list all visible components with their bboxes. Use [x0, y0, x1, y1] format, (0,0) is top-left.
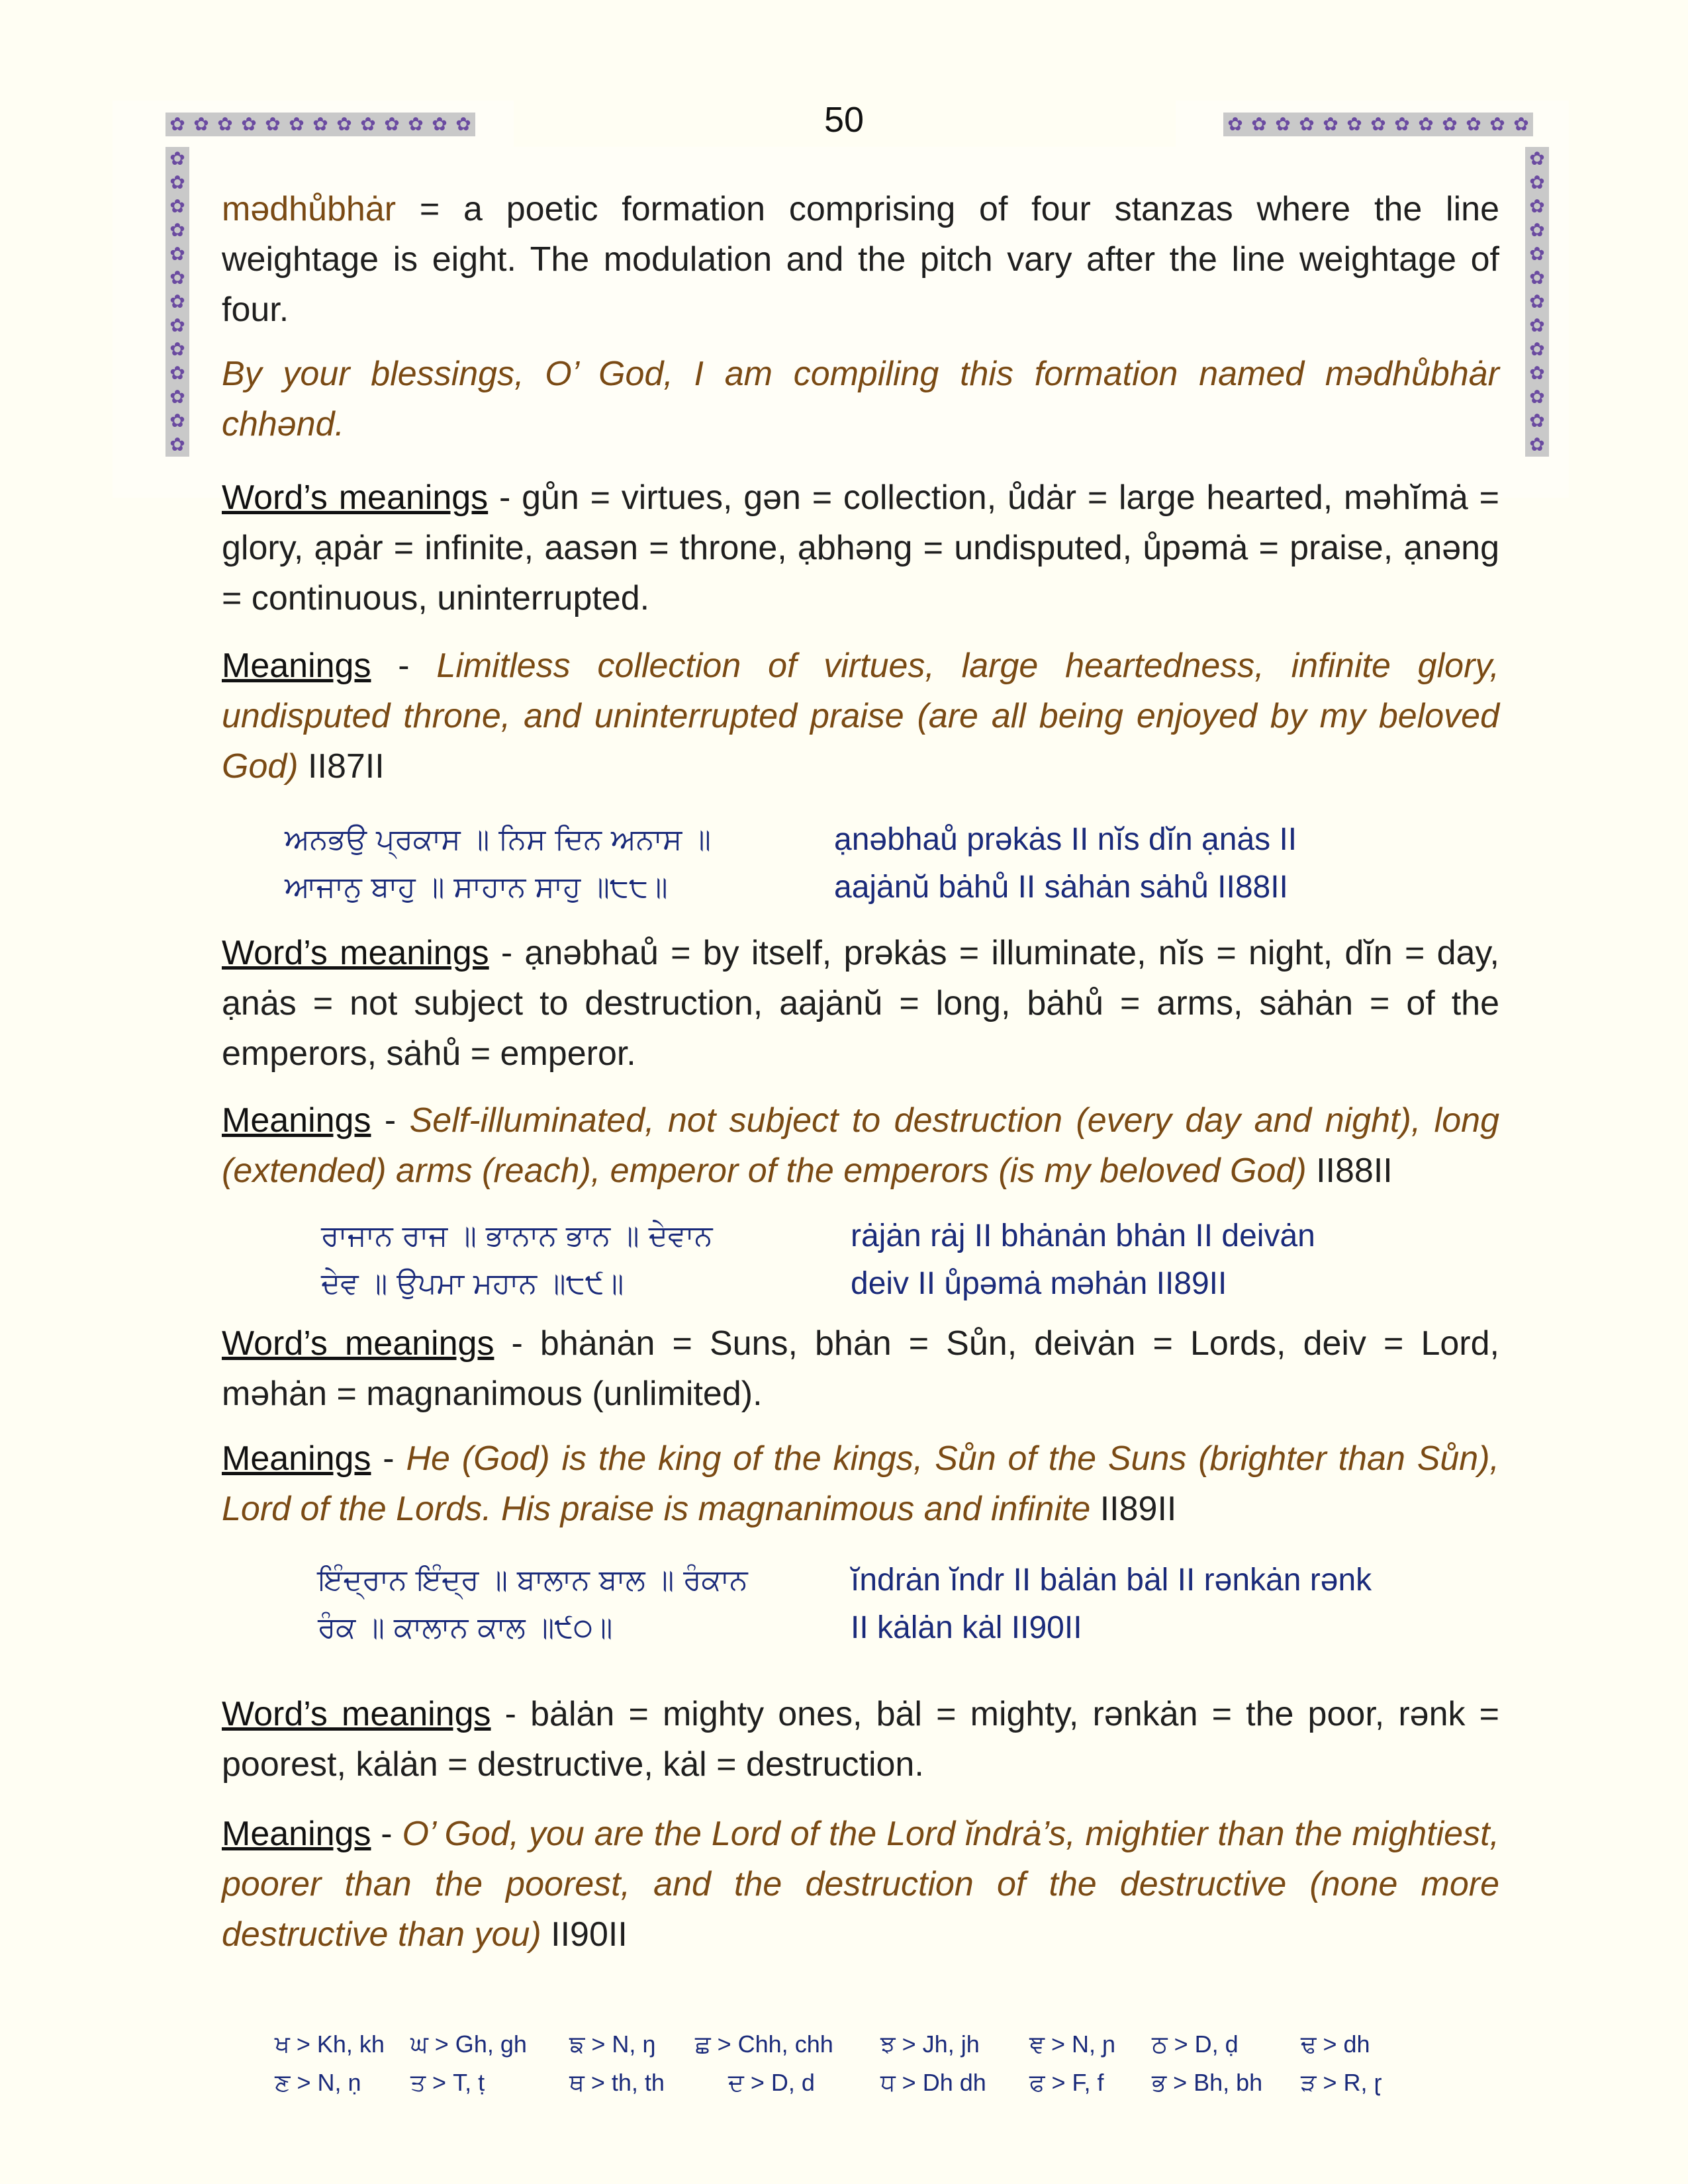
- flower-icon: ✿: [1525, 266, 1549, 290]
- flower-icon: ✿: [1271, 113, 1295, 136]
- transliteration-key: [275, 2025, 1453, 2102]
- flower-icon: ✿: [189, 113, 213, 136]
- verse-number: II90II: [541, 1915, 628, 1954]
- border-right: [1525, 147, 1549, 457]
- transliteration-line: rȧjȧn rȧj II bhȧnȧn bhȧn II deivȧn: [851, 1218, 1315, 1253]
- flower-icon: ✿: [1525, 338, 1549, 361]
- verse-number: II87II: [298, 747, 385, 786]
- meanings-text: O’ God, you are the Lord of the Lord ĭndrȧ’s, mightier than the mightiest, poorer than the poorest, and the destruction of the destructive (none more destructive than you): [222, 1815, 1499, 1954]
- flower-icon: ✿: [1525, 314, 1549, 338]
- flower-icon: ✿: [332, 113, 356, 136]
- flower-icon: ✿: [308, 113, 332, 136]
- border-left: [165, 147, 189, 457]
- paragraph-madhubhar: [222, 184, 1499, 335]
- key-entry: ਖ > Kh, kh: [275, 2030, 385, 2058]
- meanings-1: [222, 641, 1499, 792]
- flower-icon: ✿: [165, 171, 189, 195]
- flower-icon: ✿: [165, 385, 189, 409]
- meanings-sep: -: [371, 1815, 402, 1853]
- words-meanings-label: Word’s meanings: [222, 1695, 491, 1733]
- verse-90-transliteration: [851, 1557, 1372, 1652]
- flower-icon: ✿: [165, 433, 189, 457]
- key-row-1: [275, 2025, 1453, 2064]
- transliteration-line: ạnəbhaů prəkȧs II nĭs dĭn ạnȧs II: [834, 822, 1297, 857]
- flower-icon: ✿: [1414, 113, 1438, 136]
- words-meanings-2: [222, 928, 1499, 1079]
- key-entry: ਧ > Dh dh: [880, 2069, 986, 2096]
- flower-icon: ✿: [1525, 290, 1549, 314]
- flower-icon: ✿: [165, 218, 189, 242]
- words-meanings-1: [222, 473, 1499, 623]
- gurmukhi-line: ਰਾਜਾਨ ਰਾਜ ॥ ਭਾਨਾਨ ਭਾਨ ॥ ਦੇਵਾਨ: [321, 1219, 713, 1253]
- flower-icon: ✿: [165, 314, 189, 338]
- key-entry: ਙ > N, ŋ: [569, 2030, 656, 2058]
- key-entry: ਠ > D, ḍ: [1152, 2030, 1239, 2058]
- meanings-label: Meanings: [222, 647, 371, 685]
- key-entry: ਞ > N, ɲ: [1029, 2030, 1116, 2058]
- flower-icon: ✿: [165, 409, 189, 433]
- flower-icon: ✿: [1525, 433, 1549, 457]
- flower-icon: ✿: [165, 242, 189, 266]
- flower-icon: ✿: [1462, 113, 1485, 136]
- definition: = a poetic formation comprising of four stanzas where the line weightage is eight. The modulation and the pitch vary after the line weightage of four.: [222, 190, 1499, 329]
- key-entry: ਭ > Bh, bh: [1152, 2069, 1263, 2096]
- flower-icon: ✿: [285, 113, 308, 136]
- page-number: 50: [823, 100, 865, 140]
- meanings-sep: -: [371, 1101, 410, 1140]
- verse-89-transliteration: [851, 1212, 1315, 1308]
- verse-88-gurmukhi: [285, 816, 711, 911]
- verse-number: II89II: [1090, 1490, 1177, 1528]
- flower-icon: ✿: [1525, 171, 1549, 195]
- flower-icon: ✿: [1438, 113, 1462, 136]
- key-entry: ਣ > N, ṇ: [275, 2069, 361, 2096]
- meanings-text: He (God) is the king of the kings, Sůn of the Suns (brighter than Sůn), Lord of the Lords. His praise is magnanimous and infinite: [222, 1439, 1499, 1528]
- blessing-text: By your blessings, O’ God, I am compiling this formation named mədhůbhȧr chhənd.: [222, 355, 1499, 443]
- flower-icon: ✿: [1247, 113, 1271, 136]
- key-entry: ਛ > Chh, chh: [695, 2030, 833, 2058]
- flower-icon: ✿: [165, 361, 189, 385]
- flower-icon: ✿: [1525, 361, 1549, 385]
- flower-icon: ✿: [428, 113, 451, 136]
- flower-icon: ✿: [1525, 409, 1549, 433]
- meanings-4: [222, 1809, 1499, 1960]
- flower-icon: ✿: [165, 195, 189, 218]
- flower-icon: ✿: [1525, 195, 1549, 218]
- paragraph-blessing: [222, 349, 1499, 449]
- verse-number: II88II: [1306, 1152, 1393, 1190]
- flower-icon: ✿: [1525, 242, 1549, 266]
- flower-icon: ✿: [165, 266, 189, 290]
- meanings-label: Meanings: [222, 1101, 371, 1140]
- flower-icon: ✿: [165, 290, 189, 314]
- flower-icon: ✿: [380, 113, 404, 136]
- meanings-sep: -: [371, 647, 437, 685]
- flower-icon: ✿: [1525, 218, 1549, 242]
- meanings-label: Meanings: [222, 1439, 371, 1478]
- key-entry: ਘ > Gh, gh: [410, 2030, 527, 2058]
- meanings-label: Meanings: [222, 1815, 371, 1853]
- transliteration-line: ĭndrȧn ĭndr II bȧlȧn bȧl II rənkȧn rənk: [851, 1563, 1372, 1598]
- gurmukhi-line: ਰੰਕ ॥ ਕਾਲਾਨ ਕਾਲ ॥੯੦॥: [318, 1611, 613, 1645]
- flower-icon: ✿: [213, 113, 237, 136]
- words-meanings-text: - gůn = virtues, gən = collection, ůdȧr = large hearted, məhĭmȧ = glory, ạpȧr = infinite, aasən = throne, ạbhəng = undisputed, ůpəmȧ = praise, ạnəng = continuous, uninterrupted.: [222, 478, 1500, 617]
- key-entry: ਢ > dh: [1301, 2030, 1370, 2058]
- flower-icon: ✿: [356, 113, 380, 136]
- meanings-3: [222, 1433, 1499, 1534]
- verse-88-transliteration: [834, 816, 1297, 911]
- words-meanings-text: - bhȧnȧn = Suns, bhȧn = Sůn, deivȧn = Lords, deiv = Lord, məhȧn = magnanimous (unlimited).: [222, 1324, 1499, 1413]
- flower-icon: ✿: [237, 113, 261, 136]
- flower-icon: ✿: [451, 113, 475, 136]
- meanings-text: Limitless collection of virtues, large heartedness, infinite glory, undisputed throne, and uninterrupted praise (are all being enjoyed by my beloved God): [222, 647, 1499, 786]
- flower-icon: ✿: [1319, 113, 1342, 136]
- transliteration-line: deiv II ůpəmȧ məhȧn II89II: [851, 1266, 1227, 1301]
- gurmukhi-line: ਆਜਾਨੁ ਬਾਹੁ ॥ ਸਾਹਾਨ ਸਾਹੁ ॥੮੮॥: [285, 870, 668, 904]
- meanings-text: Self-illuminated, not subject to destruction (every day and night), long (extended) arms (reach), emperor of the emperors (is my beloved God): [222, 1101, 1499, 1190]
- key-entry: ਤ > T, ṭ: [410, 2069, 485, 2096]
- words-meanings-3: [222, 1318, 1499, 1419]
- key-entry: ਦ > D, d: [728, 2069, 815, 2096]
- flower-icon: ✿: [1223, 113, 1247, 136]
- key-row-2: [275, 2064, 1453, 2102]
- flower-icon: ✿: [1485, 113, 1509, 136]
- key-entry: ੜ > R, ɽ: [1301, 2069, 1382, 2096]
- flower-icon: ✿: [1342, 113, 1366, 136]
- gurmukhi-line: ਇੰਦ੍ਰਾਨ ਇੰਦ੍ਰ ॥ ਬਾਲਾਨ ਬਾਲ ॥ ਰੰਕਾਨ: [318, 1563, 748, 1597]
- words-meanings-4: [222, 1689, 1499, 1790]
- verse-89-gurmukhi: [321, 1212, 712, 1308]
- flower-icon: ✿: [1525, 147, 1549, 171]
- gurmukhi-line: ਦੇਵ ॥ ਉਪਮਾ ਮਹਾਨ ॥੮੯॥: [321, 1267, 624, 1300]
- meanings-2: [222, 1095, 1499, 1196]
- flower-icon: ✿: [404, 113, 428, 136]
- words-meanings-label: Word’s meanings: [222, 478, 489, 517]
- transliteration-line: II kȧlȧn kȧl II90II: [851, 1610, 1082, 1645]
- verse-90-gurmukhi: [318, 1557, 748, 1652]
- flower-icon: ✿: [1295, 113, 1319, 136]
- flower-icon: ✿: [165, 338, 189, 361]
- gurmukhi-line: ਅਨਭਉ ਪ੍ਰਕਾਸ ॥ ਨਿਸ ਦਿਨ ਅਨਾਸ ॥: [285, 823, 711, 856]
- flower-icon: ✿: [261, 113, 285, 136]
- transliteration-line: aajȧnŭ bȧhů II sȧhȧn sȧhů II88II: [834, 870, 1288, 905]
- meanings-sep: -: [371, 1439, 406, 1478]
- border-top-right: [1223, 113, 1533, 136]
- border-top-left: [165, 113, 475, 136]
- words-meanings-text: - bȧlȧn = mighty ones, bȧl = mighty, rənkȧn = the poor, rənk = poorest, kȧlȧn = destructive, kȧl = destruction.: [222, 1695, 1499, 1784]
- words-meanings-label: Word’s meanings: [222, 1324, 494, 1363]
- flower-icon: ✿: [1525, 385, 1549, 409]
- flower-icon: ✿: [165, 147, 189, 171]
- flower-icon: ✿: [1390, 113, 1414, 136]
- key-entry: ਥ > th, th: [569, 2069, 665, 2096]
- words-meanings-text: - ạnəbhaů = by itself, prəkȧs = illuminate, nĭs = night, dĭn = day, ạnȧs = not subject to destruction, aajȧnŭ = long, bȧhů = arms, sȧhȧn = of the emperors, sȧhů = emperor.: [222, 934, 1499, 1073]
- key-entry: ਝ > Jh, jh: [880, 2030, 980, 2058]
- term: mədhůbhȧr: [222, 190, 397, 228]
- flower-icon: ✿: [1509, 113, 1533, 136]
- key-entry: ਫ > F, f: [1029, 2069, 1104, 2096]
- flower-icon: ✿: [1366, 113, 1390, 136]
- words-meanings-label: Word’s meanings: [222, 934, 489, 972]
- flower-icon: ✿: [165, 113, 189, 136]
